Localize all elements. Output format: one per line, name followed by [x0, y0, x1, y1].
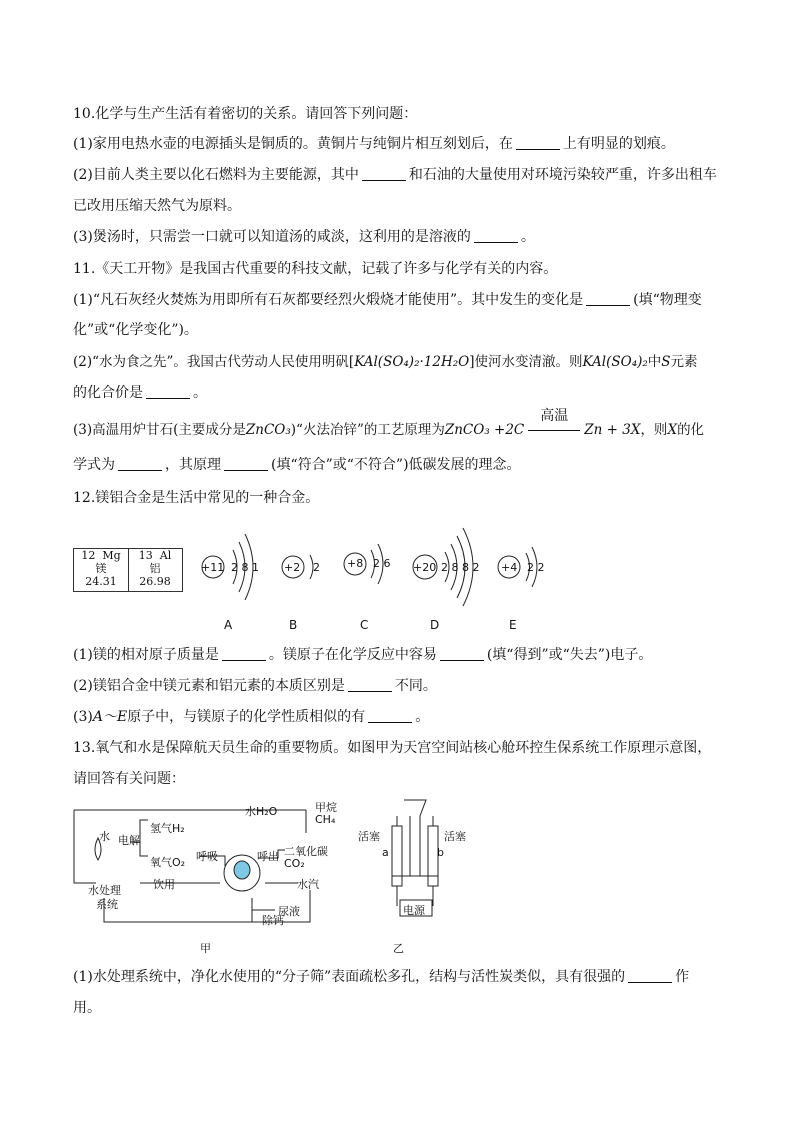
answer-blank[interactable]	[362, 166, 406, 181]
answer-blank[interactable]	[348, 677, 392, 692]
q12-stem: 12.镁铝合金是生活中常见的一种合金。	[73, 490, 320, 506]
q11-part3-cont: 学式为 ，其原理 (填“符合”或“不符合”)低碳发展的理念。	[73, 457, 521, 473]
label-water-treatment: 水处理	[88, 884, 121, 897]
q13-part1: (1)水处理系统中，净化水使用的“分子筛”表面疏松多孔，结构与活性炭类似，具有很强的 作	[73, 969, 690, 985]
label-vapor: 水汽	[297, 878, 319, 891]
element-cell-al: 13 Al 铝 26.98	[138, 549, 172, 588]
answer-blank[interactable]	[222, 646, 266, 661]
answer-blank[interactable]	[118, 456, 162, 471]
answer-blank[interactable]	[516, 135, 560, 150]
atom-c-charge: +8	[347, 557, 364, 570]
diagram-jia-flow	[70, 798, 350, 938]
label-power-source: 电源	[403, 904, 425, 917]
label-water-h2o: 水H₂O	[245, 805, 278, 818]
label-valve-right: 活塞	[444, 830, 466, 843]
answer-blank[interactable]	[146, 384, 190, 399]
atom-c-label: C	[360, 618, 369, 632]
q12-part2: (2)镁铝合金中镁元素和铝元素的本质区别是 不同。	[73, 678, 437, 694]
q13-stem: 13.氧气和水是保障航天员生命的重要物质。如图甲为天宫空间站核心舱环控生保系统工作原理示意图，	[73, 740, 712, 756]
q11-part2: (2)“水为食之先”。我国古代劳动人民使用明矾[KAl(SO₄)₂·12H₂O]使河水变清澈。则KAl(SO₄)₂中S元素	[73, 354, 698, 370]
q10-part1: (1)家用电热水壶的电源插头是铜质的。黄铜片与纯铜片相互刻划后，在 上有明显的划痕。	[73, 136, 675, 152]
answer-blank[interactable]	[368, 708, 412, 723]
label-ch4: CH₄	[315, 813, 336, 826]
label-b: b	[437, 846, 444, 859]
q12-part1: (1)镁的相对原子质量是 。镁原子在化学反应中容易 (填“得到”或“失去”)电子。	[73, 647, 653, 663]
q13-part1-cont: 用。	[73, 1000, 101, 1016]
q11-stem: 11.《天工开物》是我国古代重要的科技文献，记载了许多与化学有关的内容。	[73, 261, 558, 277]
q10-part2: (2)目前人类主要以化石燃料为主要能源，其中 和石油的大量使用对环境污染较严重，许多出租车	[73, 167, 717, 183]
label-system: 系统	[96, 898, 118, 911]
atom-e-charge: +4	[501, 561, 518, 574]
q11-part2-cont: 的化合价是 。	[73, 385, 207, 401]
atom-a-label: A	[224, 618, 233, 632]
label-urine: 尿液	[278, 905, 300, 918]
figure-label-yi: 乙	[393, 942, 404, 955]
label-water: 水	[99, 830, 110, 843]
q10-part3: (3)煲汤时，只需尝一口就可以知道汤的咸淡，这利用的是溶液的 。	[73, 229, 535, 245]
label-co2-name: 二氧化碳	[284, 845, 328, 858]
atom-a-charge: +11	[201, 561, 225, 574]
label-decalcify: 除钙	[262, 914, 284, 927]
label-drink: 饮用	[153, 878, 175, 891]
answer-blank[interactable]	[586, 291, 630, 306]
atom-b-shells: 2	[313, 561, 320, 574]
label-breathe-in: 呼吸	[196, 850, 218, 863]
label-electrolysis: 电解	[118, 834, 140, 847]
q11-part1: (1)“凡石灰经火焚炼为用即所有石灰都要经烈火煅烧才能使用”。其中发生的变化是 (填“物理变	[73, 292, 702, 308]
q10-stem: 10.化学与生产生活有着密切的关系。请回答下列问题：	[73, 106, 418, 122]
label-a: a	[382, 846, 389, 859]
answer-blank[interactable]	[224, 456, 268, 471]
label-oxygen: 氧气O₂	[150, 856, 186, 869]
q13-stem-cont: 请回答有关问题：	[73, 771, 185, 787]
figure-label-jia: 甲	[200, 942, 211, 955]
element-cell-mg: 12 Mg 镁 24.31	[74, 549, 129, 591]
atom-e-label: E	[509, 618, 517, 632]
answer-blank[interactable]	[628, 968, 672, 983]
periodic-table-cells	[73, 548, 183, 592]
label-valve-left: 活塞	[358, 830, 380, 843]
reaction-condition: 高温	[528, 420, 580, 440]
q11-part3: (3)高温用炉甘石(主要成分是ZnCO₃)“火法冶锌”的工艺原理为ZnCO₃ +2C 高温 Zn + 3X，则X的化	[73, 408, 705, 438]
label-co2: CO₂	[284, 857, 305, 870]
answer-blank[interactable]	[440, 646, 484, 661]
atom-b-charge: +2	[284, 561, 301, 574]
q12-part3: (3)A～E原子中，与镁原子的化学性质相似的有 。	[73, 709, 430, 725]
answer-blank[interactable]	[474, 228, 518, 243]
atom-e-shells: 2 2	[527, 561, 545, 574]
atom-d-shells: 2 8 8 2	[441, 561, 480, 574]
atom-c-shells: 2 6	[373, 557, 391, 570]
q11-part1-cont: 化”或“化学变化”)。	[73, 322, 198, 338]
atom-b-label: B	[289, 618, 298, 632]
label-hydrogen: 氢气H₂	[150, 822, 185, 835]
label-breathe-out: 呼出	[257, 850, 279, 863]
atom-a-shells: 2 8 1	[231, 561, 259, 574]
atom-d-label: D	[430, 618, 440, 632]
q10-part2-cont: 已改用压缩天然气为原料。	[73, 198, 241, 214]
label-methane: 甲烷	[315, 801, 337, 814]
atom-d-charge: +20	[413, 561, 437, 574]
